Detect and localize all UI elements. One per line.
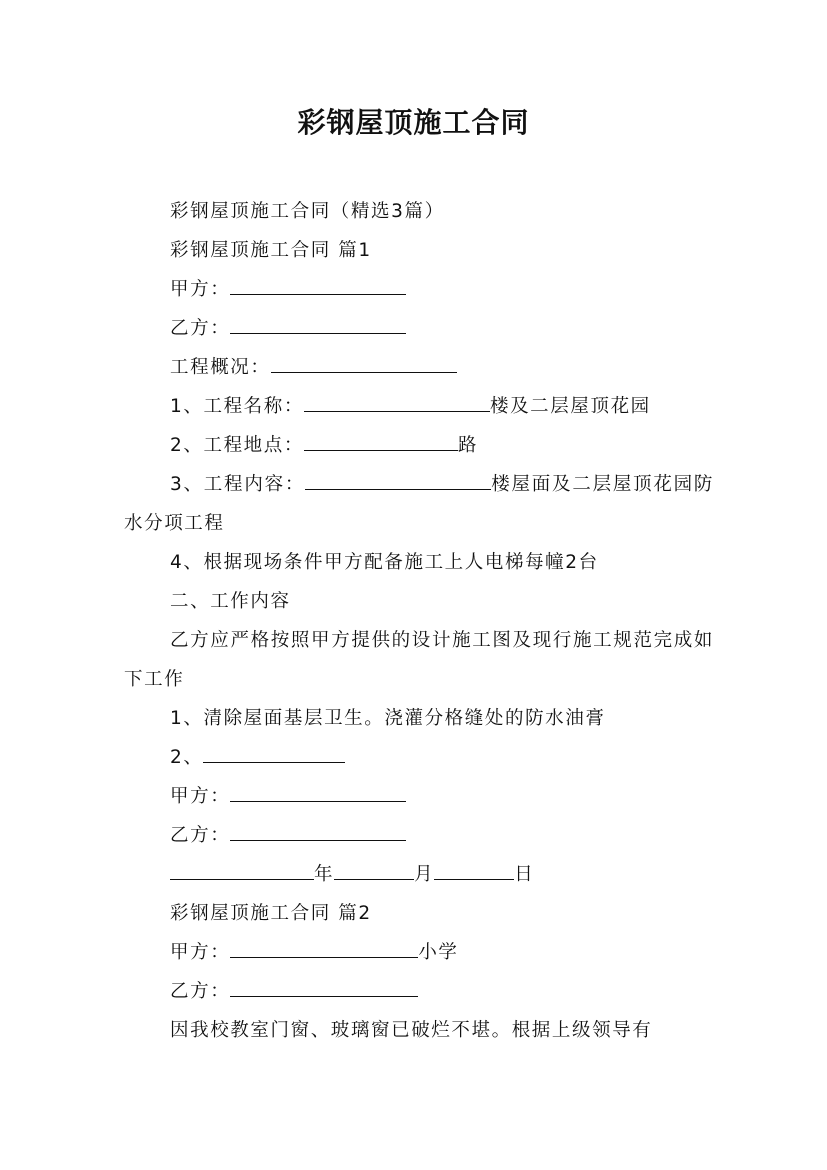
blank-field <box>230 956 418 958</box>
section-heading-2: 彩钢屋顶施工合同 篇2 <box>170 903 372 924</box>
party-a-line <box>124 270 714 309</box>
blank-field <box>203 761 345 763</box>
party-b-label: 乙方： <box>170 825 231 846</box>
overview-line <box>124 348 714 387</box>
blank-field <box>304 410 490 412</box>
item-2-line <box>124 426 714 465</box>
blank-field <box>230 293 406 295</box>
blank-field <box>230 839 406 841</box>
blank-field <box>271 371 457 373</box>
subtitle-line: 彩钢屋顶施工合同（精选3篇） <box>170 201 445 222</box>
item-1-label: 1、工程名称： <box>170 396 304 417</box>
section-heading-1: 彩钢屋顶施工合同 篇1 <box>170 240 372 261</box>
party-a-label: 甲方： <box>170 942 231 963</box>
party-a-label: 甲方： <box>170 279 231 300</box>
year-label: 年 <box>314 864 335 885</box>
overview-label: 工程概况： <box>170 357 271 378</box>
document-title: 彩钢屋顶施工合同 <box>297 106 530 139</box>
party-b-label: 乙方： <box>170 981 231 1002</box>
work-2-label: 2、 <box>170 747 204 768</box>
work-1-line: 1、清除屋面基层卫生。浇灌分格缝处的防水油膏 <box>170 708 606 729</box>
signature-party-a-line <box>124 777 714 816</box>
p2-party-a-line <box>124 933 714 972</box>
item-4-line: 4、根据现场条件甲方配备施工上人电梯每幢2台 <box>170 552 599 573</box>
blank-field <box>305 488 491 490</box>
item-2-label: 2、工程地点： <box>170 435 304 456</box>
item-3-text: 楼屋面及二层屋顶花园防水分项工程 <box>124 474 714 534</box>
date-line <box>124 855 714 894</box>
work-2-line <box>124 738 714 777</box>
item-3-line <box>124 465 714 543</box>
month-label: 月 <box>414 864 435 885</box>
blank-field <box>230 332 406 334</box>
day-label: 日 <box>514 864 535 885</box>
section-2-heading: 二、工作内容 <box>170 591 291 612</box>
section-2-paragraph: 乙方应严格按照甲方提供的设计施工图及现行施工规范完成如下工作 <box>124 630 714 690</box>
signature-party-b-line <box>124 816 714 855</box>
item-1-suffix: 楼及二层屋顶花园 <box>489 396 651 417</box>
p2-party-b-line <box>124 972 714 1011</box>
item-3-label: 3、工程内容： <box>170 474 306 495</box>
blank-field <box>230 995 418 997</box>
blank-field <box>230 800 406 802</box>
blank-field <box>304 449 458 451</box>
party-b-line <box>124 309 714 348</box>
item-1-line <box>124 387 714 426</box>
blank-field <box>334 878 414 880</box>
document-body <box>124 192 714 1050</box>
item-2-suffix: 路 <box>457 435 479 456</box>
party-b-label: 乙方： <box>170 318 231 339</box>
p2-paragraph: 因我校教室门窗、玻璃窗已破烂不堪。根据上级领导有 <box>170 1020 653 1041</box>
blank-field <box>434 878 514 880</box>
p2-party-a-suffix: 小学 <box>418 942 459 963</box>
party-a-label: 甲方： <box>170 786 231 807</box>
blank-field <box>170 878 314 880</box>
